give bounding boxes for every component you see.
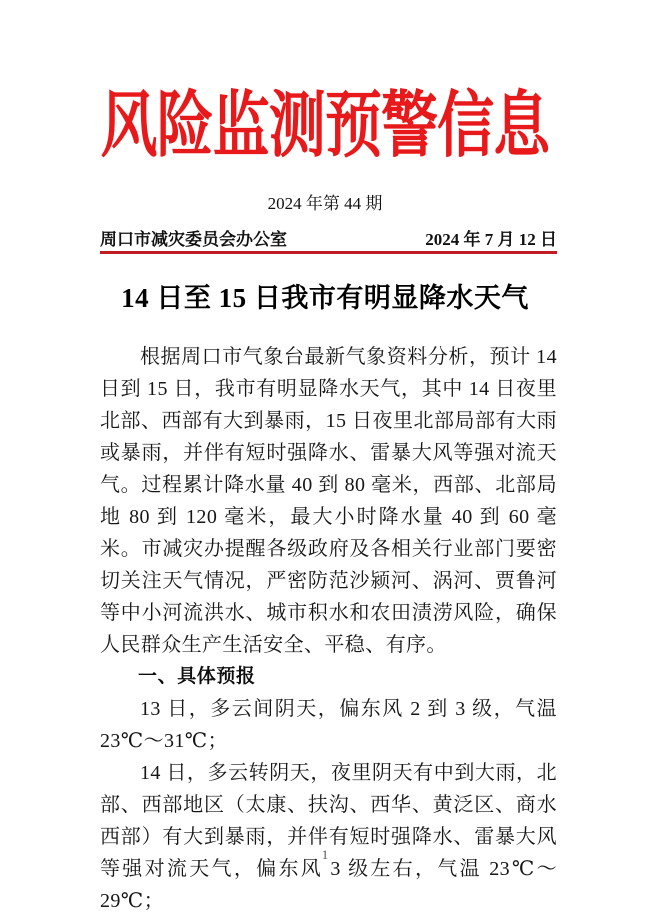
article-paragraph: 根据周口市气象台最新气象资料分析，预计 14 日到 15 日，我市有明显降水天气，其中 14 日夜里北部、西部有大到暴雨，15 日夜里北部局部有大雨或暴雨，并伴有短时强降水、雷暴大风等强对流天气。过程累计降水量 40 到 80 毫米，西部、北部局地 80 到 120 毫米，最大小时降水量 40 到 60 毫米。市减灾办提醒各级政府及各相关行业部门要密切关注天气情况，严密防范沙颍河、涡河、贾鲁河等中小河流洪水、城市积水和农田渍涝风险，确保人民群众生产生活安全、平稳、有序。 bbox=[100, 346, 557, 656]
issue-number: 2024 年第 44 期 bbox=[267, 194, 383, 213]
forecast-paragraph-day13: 13 日，多云间阴天，偏东风 2 到 3 级，气温 23℃～31℃； bbox=[100, 698, 557, 752]
masthead-title: 风险监测预警信息 bbox=[100, 86, 550, 166]
article-body bbox=[100, 341, 557, 917]
issuing-organization: 周口市减灾委员会办公室 bbox=[100, 230, 287, 249]
masthead-divider-rule bbox=[100, 251, 557, 254]
issue-date: 2024 年 7 月 12 日 bbox=[425, 230, 557, 249]
section-heading-forecast: 一、具体预报 bbox=[138, 666, 256, 687]
article-heading: 14 日至 15 日我市有明显降水天气 bbox=[121, 283, 529, 313]
issuer-row bbox=[100, 229, 557, 251]
forecast-paragraph-day14: 14 日，多云转阴天，夜里阴天有中到大雨，北部、西部地区（太康、扶沟、西华、黄泛区、商水西部）有大到暴雨，并伴有短时强降水、雷暴大风等强对流天气，偏东风 3 级左右，气温 23℃～29℃； bbox=[100, 762, 557, 912]
page-number: 1 bbox=[321, 847, 329, 862]
